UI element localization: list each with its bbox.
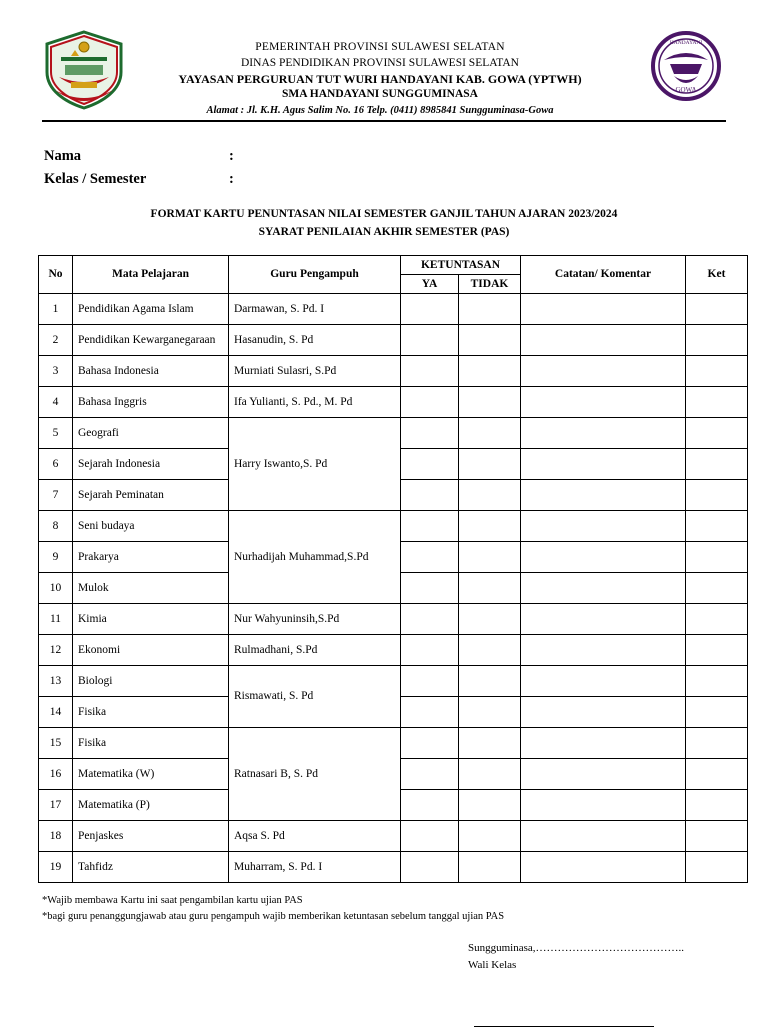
signature-block (38, 940, 730, 1027)
cell-catatan[interactable] (521, 603, 686, 634)
cell-catatan[interactable] (521, 541, 686, 572)
cell-mata-pelajaran: Penjaskes (73, 820, 229, 851)
cell-tidak[interactable] (459, 293, 521, 324)
cell-no: 8 (39, 510, 73, 541)
header-ket: Ket (686, 255, 748, 293)
cell-catatan[interactable] (521, 510, 686, 541)
cell-ya[interactable] (401, 665, 459, 696)
table-row (39, 727, 748, 758)
cell-ya[interactable] (401, 417, 459, 448)
cell-tidak[interactable] (459, 727, 521, 758)
cell-tidak[interactable] (459, 510, 521, 541)
identity-row-class (44, 171, 730, 188)
cell-catatan[interactable] (521, 820, 686, 851)
cell-ya[interactable] (401, 479, 459, 510)
cell-mata-pelajaran: Prakarya (73, 541, 229, 572)
cell-mata-pelajaran: Seni budaya (73, 510, 229, 541)
header-line-education-office: DINAS PENDIDIKAN PROVINSI SULAWESI SELATAN (241, 56, 519, 69)
table-row (39, 603, 748, 634)
cell-ket[interactable] (686, 572, 748, 603)
table-row (39, 634, 748, 665)
cell-guru-pengampuh: Aqsa S. Pd (229, 820, 401, 851)
cell-catatan[interactable] (521, 696, 686, 727)
class-semester-colon: : (229, 171, 234, 188)
cell-ket[interactable] (686, 386, 748, 417)
signature-line (474, 1026, 654, 1027)
cell-mata-pelajaran: Biologi (73, 665, 229, 696)
cell-mata-pelajaran: Pendidikan Kewarganegaraan (73, 324, 229, 355)
cell-tidak[interactable] (459, 758, 521, 789)
cell-ya[interactable] (401, 696, 459, 727)
cell-catatan[interactable] (521, 293, 686, 324)
cell-ket[interactable] (686, 417, 748, 448)
cell-tidak[interactable] (459, 851, 521, 882)
cell-ya[interactable] (401, 510, 459, 541)
cell-ya[interactable] (401, 758, 459, 789)
table-row (39, 851, 748, 882)
table-body (39, 293, 748, 882)
cell-ya[interactable] (401, 324, 459, 355)
svg-text:HANDAYANI: HANDAYANI (669, 40, 703, 46)
cell-ket[interactable] (686, 479, 748, 510)
cell-mata-pelajaran: Pendidikan Agama Islam (73, 293, 229, 324)
table-row (39, 665, 748, 696)
cell-ya[interactable] (401, 541, 459, 572)
cell-ket[interactable] (686, 820, 748, 851)
cell-mata-pelajaran: Matematika (P) (73, 789, 229, 820)
table-row (39, 510, 748, 541)
cell-ya[interactable] (401, 851, 459, 882)
cell-guru-pengampuh: Darmawan, S. Pd. I (229, 293, 401, 324)
cell-ket[interactable] (686, 355, 748, 386)
cell-mata-pelajaran: Matematika (W) (73, 758, 229, 789)
cell-no: 7 (39, 479, 73, 510)
title-line-2: SYARAT PENILAIAN AKHIR SEMESTER (PAS) (258, 225, 510, 238)
identity-row-name (44, 148, 730, 165)
cell-no: 4 (39, 386, 73, 417)
cell-guru-pengampuh: Rulmadhani, S.Pd (229, 634, 401, 665)
cell-mata-pelajaran: Bahasa Inggris (73, 386, 229, 417)
cell-catatan[interactable] (521, 479, 686, 510)
cell-ket[interactable] (686, 696, 748, 727)
cell-tidak[interactable] (459, 789, 521, 820)
letterhead (38, 24, 730, 118)
cell-no: 14 (39, 696, 73, 727)
table-row (39, 324, 748, 355)
cell-no: 15 (39, 727, 73, 758)
cell-tidak[interactable] (459, 386, 521, 417)
cell-mata-pelajaran: Bahasa Indonesia (73, 355, 229, 386)
cell-ket[interactable] (686, 665, 748, 696)
cell-ya[interactable] (401, 448, 459, 479)
signature-place-date: Sungguminasa,………………………………….. (468, 941, 685, 954)
cell-ya[interactable] (401, 727, 459, 758)
cell-ket[interactable] (686, 603, 748, 634)
cell-catatan[interactable] (521, 417, 686, 448)
cell-ya[interactable] (401, 603, 459, 634)
cell-mata-pelajaran: Tahfidz (73, 851, 229, 882)
cell-ket[interactable] (686, 789, 748, 820)
cell-no: 19 (39, 851, 73, 882)
header-mata-pelajaran: Mata Pelajaran (73, 255, 229, 293)
cell-ket[interactable] (686, 293, 748, 324)
cell-ket[interactable] (686, 727, 748, 758)
cell-ya[interactable] (401, 634, 459, 665)
footnotes (38, 893, 730, 926)
cell-ya[interactable] (401, 572, 459, 603)
cell-tidak[interactable] (459, 448, 521, 479)
letterhead-divider (38, 120, 730, 122)
cell-no: 3 (39, 355, 73, 386)
header-catatan-komentar: Catatan/ Komentar (521, 255, 686, 293)
cell-mata-pelajaran: Ekonomi (73, 634, 229, 665)
table-row (39, 417, 748, 448)
cell-tidak[interactable] (459, 634, 521, 665)
cell-guru-pengampuh: Harry Iswanto,S. Pd (229, 417, 401, 510)
cell-no: 1 (39, 293, 73, 324)
cell-no: 6 (39, 448, 73, 479)
cell-ket[interactable] (686, 324, 748, 355)
cell-ket[interactable] (686, 758, 748, 789)
subject-completion-table (38, 255, 748, 883)
header-ketuntasan: KETUNTASAN (401, 255, 521, 274)
name-label: Nama (44, 148, 82, 165)
cell-catatan[interactable] (521, 386, 686, 417)
sulawesi-selatan-provincial-crest-icon (38, 30, 130, 110)
cell-tidak[interactable] (459, 820, 521, 851)
cell-tidak[interactable] (459, 572, 521, 603)
cell-no: 16 (39, 758, 73, 789)
cell-ket[interactable] (686, 510, 748, 541)
cell-ket[interactable] (686, 851, 748, 882)
cell-catatan[interactable] (521, 355, 686, 386)
student-identity-block (38, 148, 730, 188)
cell-tidak[interactable] (459, 324, 521, 355)
cell-tidak[interactable] (459, 696, 521, 727)
cell-no: 12 (39, 634, 73, 665)
cell-no: 2 (39, 324, 73, 355)
cell-no: 5 (39, 417, 73, 448)
cell-guru-pengampuh: Muharram, S. Pd. I (229, 851, 401, 882)
cell-catatan[interactable] (521, 324, 686, 355)
cell-catatan[interactable] (521, 572, 686, 603)
cell-guru-pengampuh: Ratnasari B, S. Pd (229, 727, 401, 820)
cell-ya[interactable] (401, 293, 459, 324)
cell-tidak[interactable] (459, 479, 521, 510)
cell-ket[interactable] (686, 541, 748, 572)
table-row (39, 293, 748, 324)
cell-catatan[interactable] (521, 665, 686, 696)
cell-ket[interactable] (686, 448, 748, 479)
cell-guru-pengampuh: Nurhadijah Muhammad,S.Pd (229, 510, 401, 603)
cell-mata-pelajaran: Fisika (73, 727, 229, 758)
class-semester-label: Kelas / Semester (44, 171, 147, 188)
cell-ya[interactable] (401, 355, 459, 386)
header-guru-pengampuh: Guru Pengampuh (229, 255, 401, 293)
cell-catatan[interactable] (521, 851, 686, 882)
footnote-2: *bagi guru penanggungjawab atau guru pengampuh wajib memberikan ketuntasan sebelum tanggal ujian PAS (42, 911, 505, 923)
header-line-government: PEMERINTAH PROVINSI SULAWESI SELATAN (255, 41, 505, 53)
cell-no: 10 (39, 572, 73, 603)
cell-mata-pelajaran: Geografi (73, 417, 229, 448)
cell-no: 18 (39, 820, 73, 851)
cell-ya[interactable] (401, 789, 459, 820)
cell-mata-pelajaran: Mulok (73, 572, 229, 603)
cell-catatan[interactable] (521, 448, 686, 479)
cell-catatan[interactable] (521, 789, 686, 820)
cell-mata-pelajaran: Sejarah Indonesia (73, 448, 229, 479)
header-ya: YA (401, 274, 459, 293)
cell-mata-pelajaran: Fisika (73, 696, 229, 727)
cell-ket[interactable] (686, 634, 748, 665)
cell-no: 9 (39, 541, 73, 572)
name-colon: : (229, 148, 234, 165)
letterhead-text (130, 30, 630, 118)
cell-no: 11 (39, 603, 73, 634)
cell-mata-pelajaran: Sejarah Peminatan (73, 479, 229, 510)
cell-tidak[interactable] (459, 665, 521, 696)
cell-tidak[interactable] (459, 603, 521, 634)
cell-guru-pengampuh: Nur Wahyuninsih,S.Pd (229, 603, 401, 634)
footnote-1: *Wajib membawa Kartu ini saat pengambilan kartu ujian PAS (42, 894, 303, 906)
document-title (38, 206, 730, 241)
cell-ya[interactable] (401, 386, 459, 417)
table-header (39, 255, 748, 293)
table-header-row-1 (39, 255, 748, 274)
cell-tidak[interactable] (459, 417, 521, 448)
header-tidak: TIDAK (459, 274, 521, 293)
title-line-1: FORMAT KARTU PENUNTASAN NILAI SEMESTER GANJIL TAHUN AJARAN 2023/2024 (150, 208, 618, 221)
cell-tidak[interactable] (459, 355, 521, 386)
table-row (39, 386, 748, 417)
cell-ya[interactable] (401, 820, 459, 851)
cell-catatan[interactable] (521, 727, 686, 758)
header-address: Alamat : Jl. K.H. Agus Salim No. 16 Telp. (0411) 8985841 Sungguminasa-Gowa (206, 104, 554, 116)
cell-guru-pengampuh: Hasanudin, S. Pd (229, 324, 401, 355)
cell-mata-pelajaran: Kimia (73, 603, 229, 634)
cell-no: 13 (39, 665, 73, 696)
cell-catatan[interactable] (521, 758, 686, 789)
cell-no: 17 (39, 789, 73, 820)
cell-guru-pengampuh: Rismawati, S. Pd (229, 665, 401, 727)
signature-role: Wali Kelas (468, 958, 517, 971)
header-line-foundation: YAYASAN PERGURUAN TUT WURI HANDAYANI KAB. GOWA (YPTWH) (178, 72, 582, 87)
header-line-school: SMA HANDAYANI SUNGGUMINASA (282, 88, 478, 101)
table-row (39, 820, 748, 851)
cell-guru-pengampuh: Murniati Sulasri, S.Pd (229, 355, 401, 386)
table-row (39, 355, 748, 386)
svg-text:GOWA: GOWA (675, 86, 697, 94)
school-emblem-icon (630, 30, 730, 102)
cell-catatan[interactable] (521, 634, 686, 665)
cell-guru-pengampuh: Ifa Yulianti, S. Pd., M. Pd (229, 386, 401, 417)
cell-tidak[interactable] (459, 541, 521, 572)
header-no: No (39, 255, 73, 293)
